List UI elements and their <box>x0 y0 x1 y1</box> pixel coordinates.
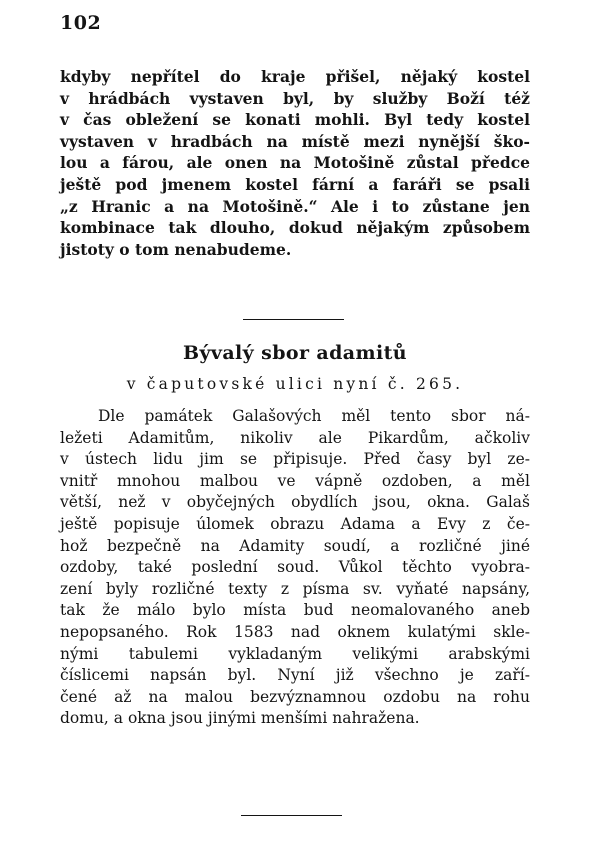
text-line: lou a fárou, ale onen na Motošině zůstal předce <box>60 153 530 173</box>
text-line: v hrádbách vystaven byl, by služby Boží též <box>60 88 530 108</box>
text-line: nepopsaného. Rok 1583 nad oknem kulatými skle- <box>60 622 530 641</box>
paragraph-1 <box>60 66 530 260</box>
text-line: ještě pod jmenem kostel fární a faráři se psali <box>60 174 530 194</box>
text-line: čené až na malou bezvýznamnou ozdobu na rohu <box>60 687 530 706</box>
text-line: v čas obležení se konati mohli. Byl tedy kostel <box>60 110 530 130</box>
text-line: vnitř mnohou malbou ve vápně ozdoben, a měl <box>60 471 530 490</box>
text-line: ještě popisuje úlomek obrazu Adama a Evy z če- <box>60 514 530 533</box>
end-divider <box>241 815 342 816</box>
text-line: ozdoby, také poslední soud. Vůkol těchto vyobra- <box>60 558 530 577</box>
text-line: Dle památek Galašových měl tento sbor ná- <box>98 407 530 425</box>
text-line: nými tabulemi vykladaným velikými arabskými <box>60 644 530 663</box>
text-line: v ústech lidu jim se připisuje. Před časy byl ze- <box>60 450 530 469</box>
text-line: ležeti Adamitům, nikoliv ale Pikardům, ačkoliv <box>60 428 530 447</box>
text-line: číslicemi napsán byl. Nyní již všechno je zaří- <box>60 666 530 685</box>
text-line: zení byly rozličné texty z písma sv. vyňaté napsány, <box>60 579 530 598</box>
text-line: „z Hranic a na Motošině.“ Ale i to zůstane jen <box>60 196 530 216</box>
page-number: 102 <box>60 12 102 34</box>
text-line: kombinace tak dlouho, dokud nějakým způsobem <box>60 218 530 238</box>
text-line: vystaven v hradbách na místě mezi nynější ško- <box>60 131 530 151</box>
text-line: tak že málo bylo místa bud neomalovaného aneb <box>60 601 530 620</box>
text-line: větší, než v obyčejných obydlích jsou, okna. Galaš <box>60 493 530 512</box>
text-line: hož bezpečně na Adamity soudí, a rozličné jiné <box>60 536 530 555</box>
paragraph-2 <box>60 406 530 730</box>
section-divider <box>243 319 344 320</box>
text-line: domu, a okna jsou jinými menšími nahražena. <box>60 709 420 728</box>
section-subtitle: v čaputovské ulici nyní č. 265. <box>126 375 464 393</box>
text-line: kdyby nepřítel do kraje přišel, nějaký kostel <box>60 67 530 86</box>
text-line: jistoty o tom nenabudeme. <box>60 239 292 259</box>
section-title: Bývalý sbor adamitů <box>182 342 408 364</box>
